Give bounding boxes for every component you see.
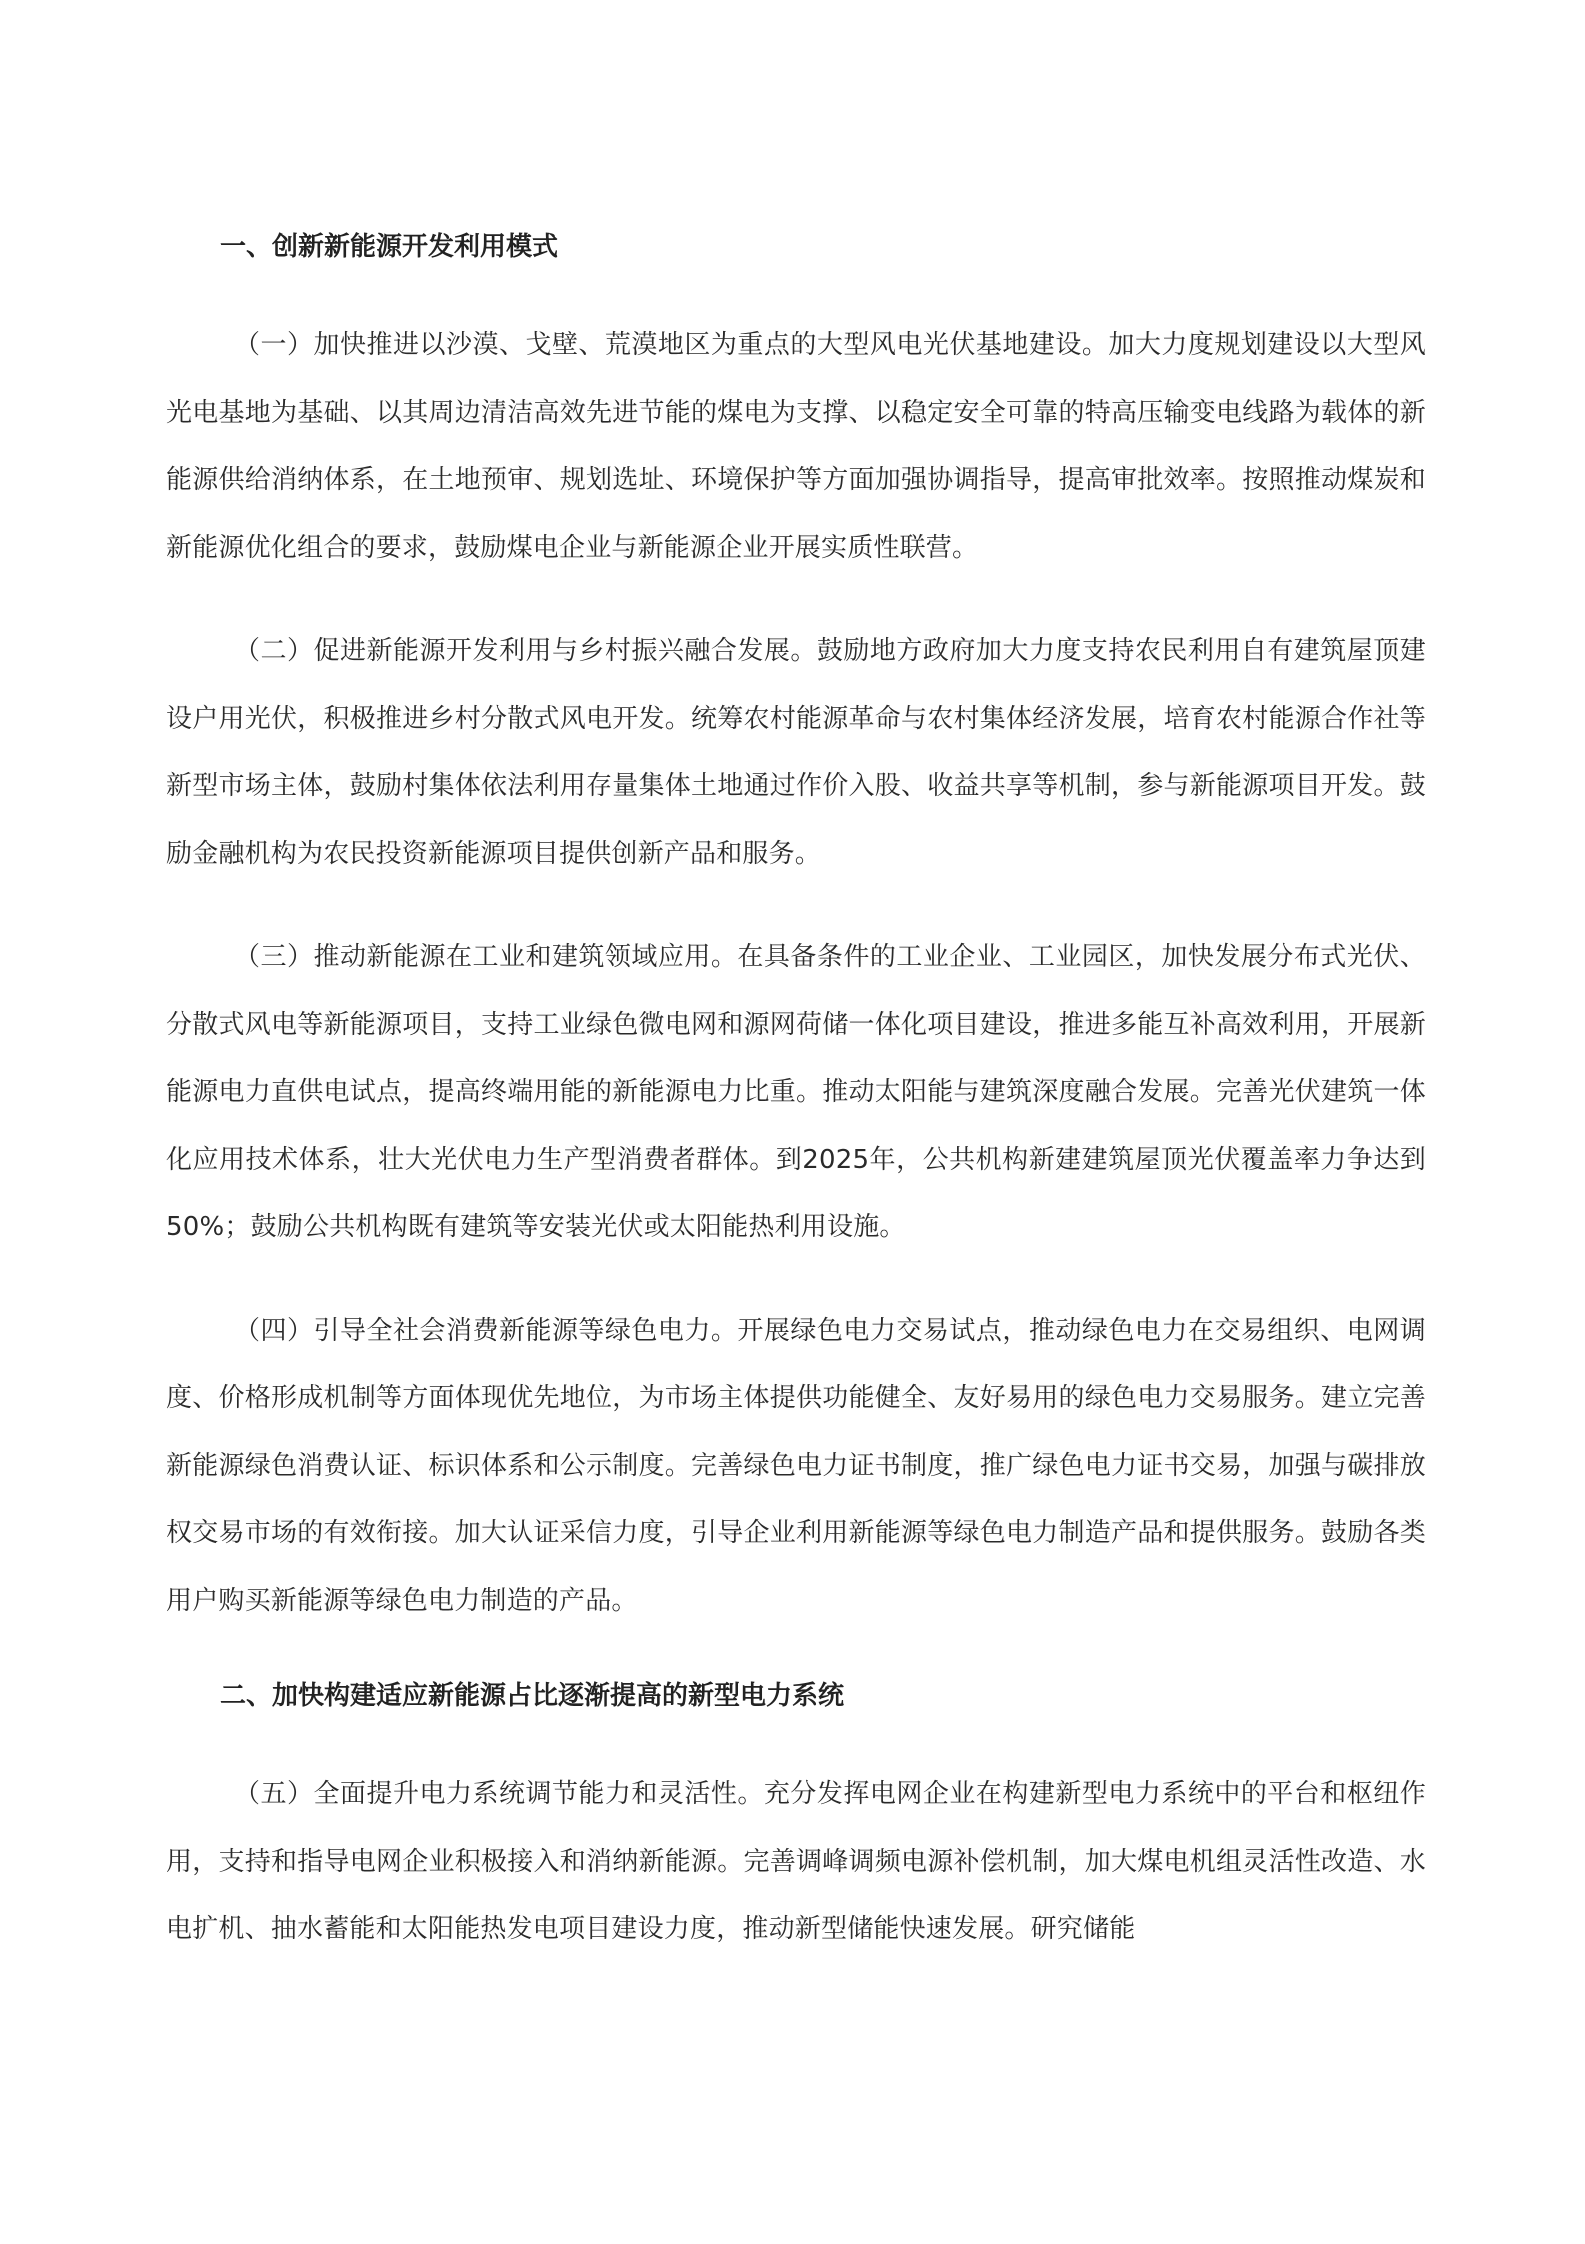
paragraph-2: （二）促进新能源开发利用与乡村振兴融合发展。鼓励地方政府加大力度支持农民利用自有建筑屋顶建设户用光伏，积极推进乡村分散式风电开发。统筹农村能源革命与农村集体经济发展，培育农村能源合作社等新型市场主体，鼓励村集体依法利用存量集体土地通过作价入股、收益共享等机制，参与新能源项目开发。鼓励金融机构为农民投资新能源项目提供创新产品和服务。 [166,636,1426,869]
paragraph-1: （一）加快推进以沙漠、戈壁、荒漠地区为重点的大型风电光伏基地建设。加大力度规划建设以大型风光电基地为基础、以其周边清洁高效先进节能的煤电为支撑、以稳定安全可靠的特高压输变电线路为载体的新能源供给消纳体系，在土地预审、规划选址、环境保护等方面加强协调指导，提高审批效率。按照推动煤炭和新能源优化组合的要求，鼓励煤电企业与新能源企业开展实质性联营。 [166,330,1426,563]
document-body [166,222,1426,2000]
section-heading-2: 二、加快构建适应新能源占比逐渐提高的新型电力系统 [220,1681,845,1711]
paragraph-4: （四）引导全社会消费新能源等绿色电力。开展绿色电力交易试点，推动绿色电力在交易组织、电网调度、价格形成机制等方面体现优先地位，为市场主体提供功能健全、友好易用的绿色电力交易服务。建立完善新能源绿色消费认证、标识体系和公示制度。完善绿色电力证书制度，推广绿色电力证书交易，加强与碳排放权交易市场的有效衔接。加大认证采信力度，引导企业利用新能源等绿色电力制造产品和提供服务。鼓励各类用户购买新能源等绿色电力制造的产品。 [166,1315,1426,1616]
section-heading-1: 一、创新新能源开发利用模式 [220,232,559,262]
paragraph-3: （三）推动新能源在工业和建筑领域应用。在具备条件的工业企业、工业园区，加快发展分布式光伏、分散式风电等新能源项目，支持工业绿色微电网和源网荷储一体化项目建设，推进多能互补高效利用，开展新能源电力直供电试点，提高终端用能的新能源电力比重。推动太阳能与建筑深度融合发展。完善光伏建筑一体化应用技术体系，壮大光伏电力生产型消费者群体。到2025年，公共机构新建建筑屋顶光伏覆盖率力争达到50%；鼓励公共机构既有建筑等安装光伏或太阳能热利用设施。 [166,942,1426,1242]
paragraph-5: （五）全面提升电力系统调节能力和灵活性。充分发挥电网企业在构建新型电力系统中的平台和枢纽作用，支持和指导电网企业积极接入和消纳新能源。完善调峰调频电源补偿机制，加大煤电机组灵活性改造、水电扩机、抽水蓄能和太阳能热发电项目建设力度，推动新型储能快速发展。研究储能 [166,1779,1426,1944]
